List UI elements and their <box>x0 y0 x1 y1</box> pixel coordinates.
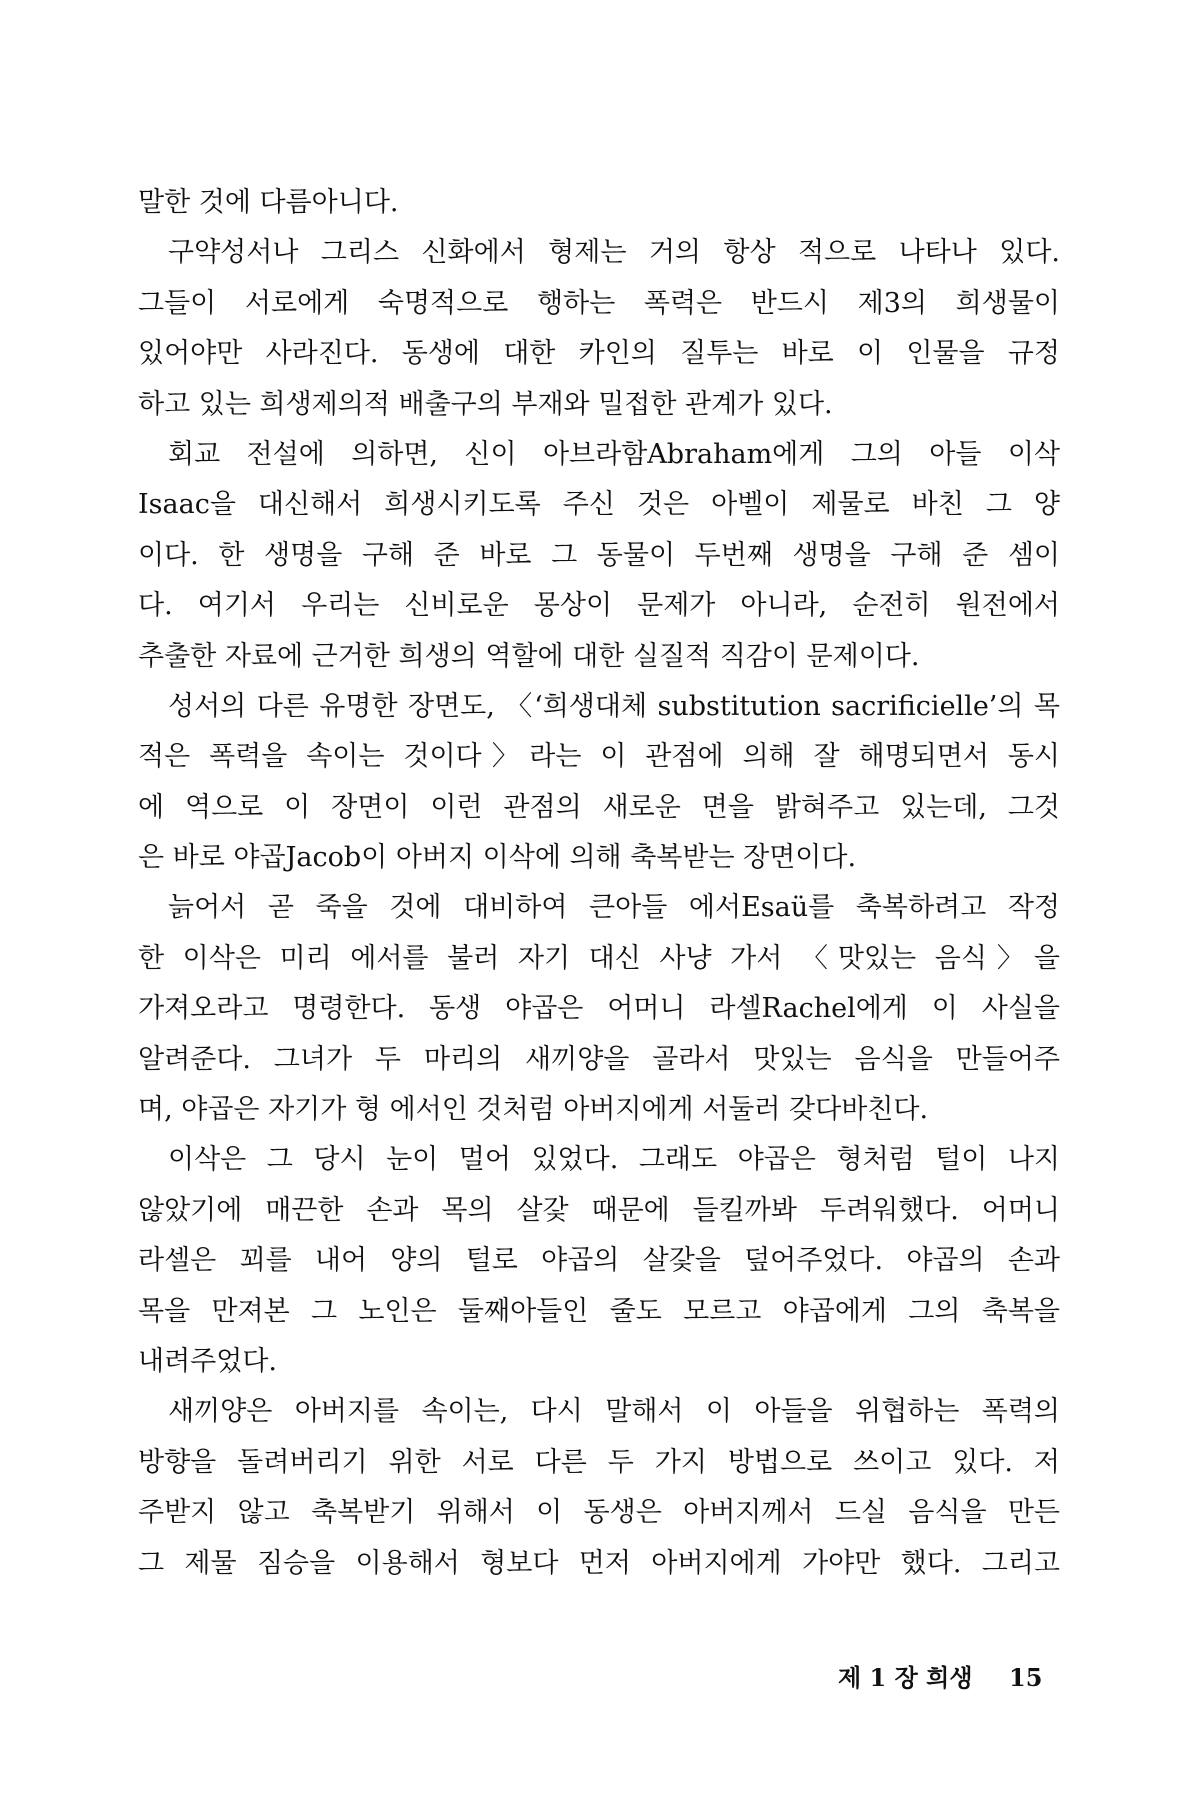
text-line: 있어야만 사라진다. 동생에 대한 카인의 질투는 바로 이 인물을 규정 <box>138 338 1060 370</box>
text-line: 늙어서 곧 죽을 것에 대비하여 큰아들 에서Esaü를 축복하려고 작정 <box>168 892 1060 924</box>
text-line: 목을 만져본 그 노인은 둘째아들인 줄도 모르고 야곱에게 그의 축복을 <box>138 1295 1060 1327</box>
text-line: 에 역으로 이 장면이 이런 관점의 새로운 면을 밝혀주고 있는데, 그것 <box>138 791 1060 823</box>
text-line: 말한 것에 다름아니다. <box>138 187 399 218</box>
page-number: 15 <box>1009 1663 1043 1692</box>
text-line: 적은 폭력을 속이는 것이다〉라는 이 관점에 의해 잘 해명되면서 동시 <box>138 741 1060 773</box>
text-line: 다. 여기서 우리는 신비로운 몽상이 문제가 아니라, 순전히 원전에서 <box>138 590 1060 622</box>
page-footer <box>0 1658 1200 1698</box>
text-line: 며, 야곱은 자기가 형 에서인 것처럼 아버지에게 서둘러 갖다바친다. <box>138 1094 929 1126</box>
text-line: 라셀은 꾀를 내어 양의 털로 야곱의 살갗을 덮어주었다. 야곱의 손과 <box>138 1245 1060 1277</box>
text-line: 내려주었다. <box>138 1345 277 1377</box>
text-line: 한 이삭은 미리 에서를 불러 자기 대신 사냥 가서 〈맛있는 음식〉을 <box>138 942 1060 974</box>
body-text <box>138 178 1060 1589</box>
text-line: 그 제물 짐승을 이용해서 형보다 먼저 아버지에게 가야만 했다. 그리고 <box>138 1547 1060 1579</box>
text-line: 가져오라고 명령한다. 동생 야곱은 어머니 라셀Rachel에게 이 사실을 <box>138 993 1060 1025</box>
text-line: 성서의 다른 유명한 장면도, 〈‘희생대체 substitution sacrificielle’의 목 <box>168 690 1060 722</box>
text-line: 추출한 자료에 근거한 희생의 역할에 대한 실질적 직감이 문제이다. <box>138 640 920 672</box>
text-line: 은 바로 야곱Jacob이 아버지 이삭에 의해 축복받는 장면이다. <box>138 842 857 874</box>
text-line: 주받지 않고 축복받기 위해서 이 동생은 아버지께서 드실 음식을 만든 <box>138 1497 1060 1529</box>
running-head: 제 1 장 희생 <box>838 1663 973 1692</box>
text-line: 하고 있는 희생제의적 배출구의 부재와 밀접한 관계가 있다. <box>138 388 833 420</box>
text-line: Isaac을 대신해서 희생시키도록 주신 것은 아벨이 제물로 바친 그 양 <box>138 489 1060 521</box>
text-line: 방향을 돌려버리기 위한 서로 다른 두 가지 방법으로 쓰이고 있다. 저 <box>138 1446 1060 1478</box>
text-line: 그들이 서로에게 숙명적으로 행하는 폭력은 반드시 제3의 희생물이 <box>138 287 1060 319</box>
text-line: 이삭은 그 당시 눈이 멀어 있었다. 그래도 야곱은 형처럼 털이 나지 <box>168 1144 1060 1176</box>
text-line: 이다. 한 생명을 구해 준 바로 그 동물이 두번째 생명을 구해 준 셈이 <box>138 539 1060 571</box>
text-line: 회교 전설에 의하면, 신이 아브라함Abraham에게 그의 아들 이삭 <box>168 438 1060 470</box>
text-line: 알려준다. 그녀가 두 마리의 새끼양을 골라서 맛있는 음식을 만들어주 <box>138 1043 1060 1075</box>
text-line: 새끼양은 아버지를 속이는, 다시 말해서 이 아들을 위협하는 폭력의 <box>168 1396 1060 1428</box>
text-line: 않았기에 매끈한 손과 목의 살갗 때문에 들킬까봐 두려워했다. 어머니 <box>138 1194 1060 1226</box>
text-line: 구약성서나 그리스 신화에서 형제는 거의 항상 적으로 나타나 있다. <box>168 237 1060 269</box>
